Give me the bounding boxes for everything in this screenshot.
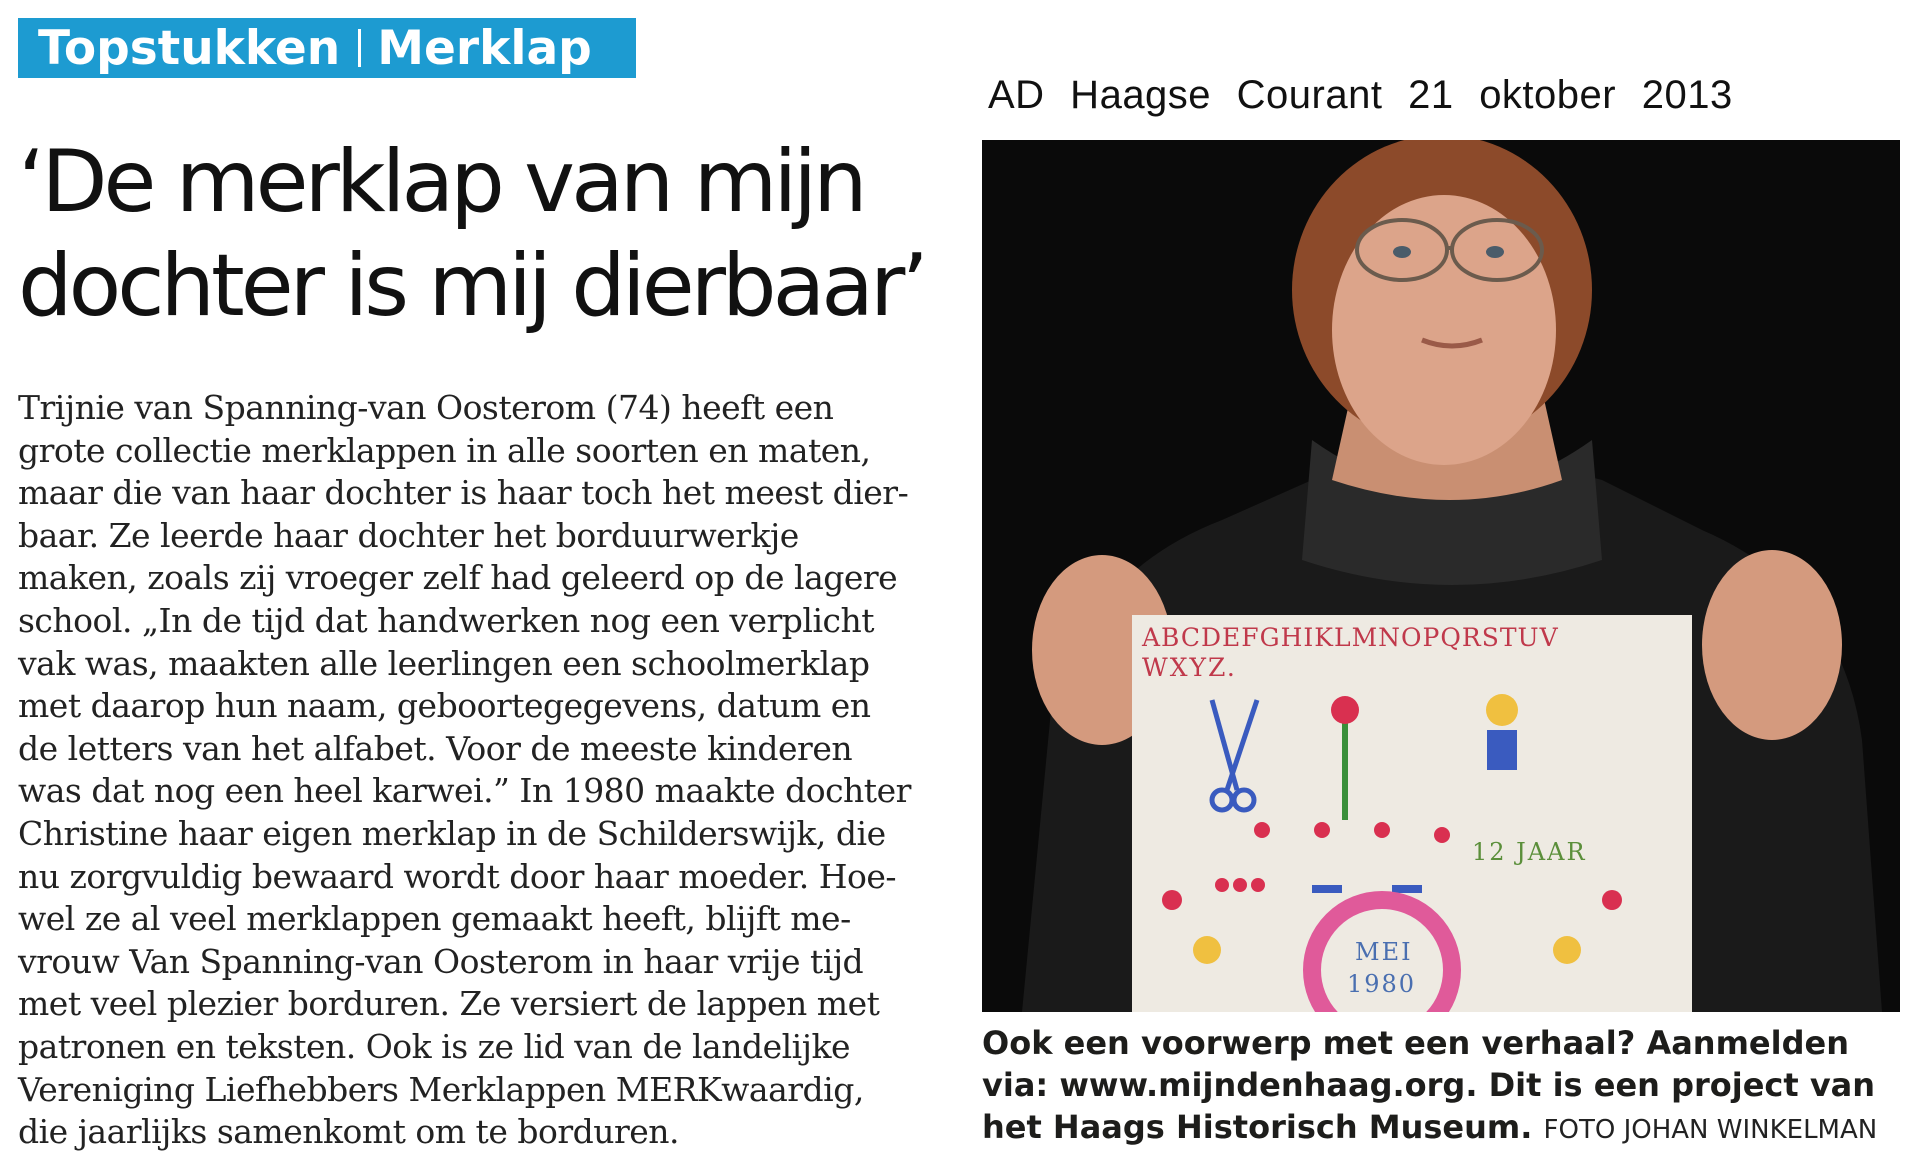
body-line: vak was, maakten alle leerlingen een schoolmerklap (18, 643, 870, 683)
cherries-icon (1215, 878, 1265, 892)
article-photo (982, 140, 1900, 1012)
sampler-year: 1980 (1347, 970, 1417, 998)
publication-source: AD Haagse Courant 21 oktober 2013 (988, 73, 1733, 117)
section-tag (18, 18, 636, 78)
body-line: was dat nog een heel karwei.” In 1980 maakte dochter (18, 771, 911, 811)
caption-line-3 (982, 1106, 1902, 1151)
body-line: school. „In de tijd dat handwerken nog een verplicht (18, 600, 875, 640)
body-line: grote collectie merklappen in alle soorten en maten, (18, 430, 871, 470)
body-line: baar. Ze leerde haar dochter het borduurwerkje (18, 515, 799, 555)
photo-caption (982, 1022, 1902, 1151)
sampler-age: 12 JAAR (1472, 838, 1587, 866)
body-line: vrouw Van Spanning-van Oosterom in haar vrije tijd (18, 941, 864, 981)
body-line: met daarop hun naam, geboortegegevens, datum en (18, 686, 871, 726)
body-line: Christine haar eigen merklap in de Schilderswijk, die (18, 813, 886, 853)
caption-line-3-text: het Haags Historisch Museum. (982, 1108, 1533, 1146)
body-line: nu zorgvuldig bewaard wordt door haar moeder. Hoe- (18, 856, 897, 896)
section-divider (358, 29, 361, 67)
body-line: die jaarlijks samenkomt om te borduren. (18, 1112, 680, 1152)
sampler-alphabet-1: ABCDEFGHIKLMNOPQRSTUV (1142, 623, 1559, 652)
body-line: maken, zoals zij vroeger zelf had geleerd op de lagere (18, 558, 898, 598)
right-hand-shape (1702, 550, 1842, 740)
caption-line-2: via: www.mijndenhaag.org. Dit is een project van (982, 1066, 1876, 1104)
body-line: de letters van het alfabet. Voor de meeste kinderen (18, 728, 853, 768)
subsection-label: Merklap (377, 20, 592, 76)
headline-line-2: dochter is mij dierbaar’ (18, 236, 925, 336)
body-line: patronen en teksten. Ook is ze lid van de landelijke (18, 1026, 850, 1066)
photo-credit: FOTO JOHAN WINKELMAN (1543, 1115, 1878, 1145)
girl-figure-icon (1486, 694, 1518, 770)
body-line: Vereniging Liefhebbers Merklappen MERKwaardig, (18, 1069, 864, 1109)
article-body (18, 387, 943, 1154)
article-headline (18, 130, 978, 338)
sampler-name: MEI (1355, 938, 1413, 966)
body-line: met veel plezier borduren. Ze versiert de lappen met (18, 984, 880, 1024)
body-line: Trijnie van Spanning-van Oosterom (74) heeft een (18, 388, 834, 427)
headline-line-1: ‘De merklap van mijn (18, 132, 864, 232)
body-line: wel ze al veel merklappen gemaakt heeft, blijft me- (18, 899, 851, 939)
caption-line-1: Ook een voorwerp met een verhaal? Aanmelden (982, 1024, 1849, 1062)
section-label: Topstukken (38, 20, 341, 76)
body-line: maar die van haar dochter is haar toch het meest dier- (18, 473, 909, 513)
sampler-alphabet-2: WXYZ. (1142, 653, 1237, 682)
